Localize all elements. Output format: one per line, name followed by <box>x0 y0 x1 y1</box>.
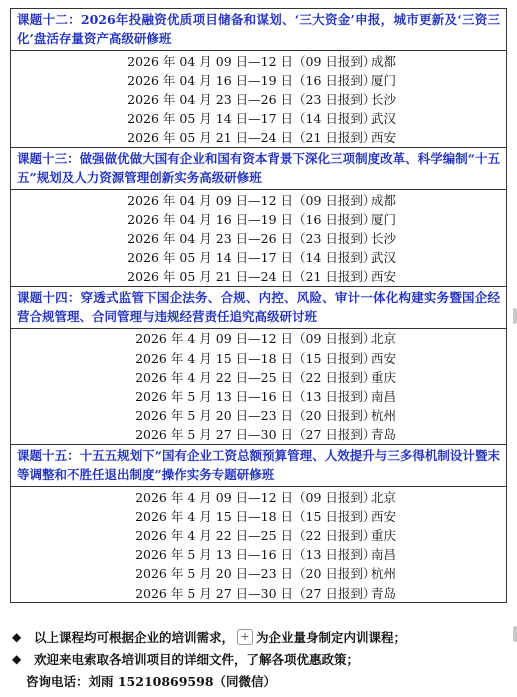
session-city: 南昌 <box>371 547 397 563</box>
session-city: 成都 <box>371 53 397 69</box>
session-date: 2026 年 5 月 13 日—16 日 <box>135 389 293 405</box>
session-row <box>11 406 506 425</box>
contact-line: 咨询电话：刘雨 15210869598（同微信） <box>26 674 277 689</box>
session-city: 武汉 <box>371 111 397 127</box>
session-date: 2026 年 04 月 09 日—12 日 <box>127 53 293 69</box>
add-button[interactable]: + <box>237 629 253 645</box>
session-date: 2026 年 5 月 27 日—30 日 <box>135 427 293 443</box>
session-city: 杭州 <box>371 566 397 582</box>
session-report: （09 日报到） <box>293 489 376 505</box>
session-row <box>11 109 506 128</box>
session-city: 长沙 <box>371 91 397 107</box>
session-row <box>11 267 506 286</box>
session-report: （20 日报到） <box>293 408 376 424</box>
course-block <box>10 286 507 444</box>
session-row <box>11 89 506 108</box>
session-report: （23 日报到） <box>293 230 376 246</box>
session-row <box>11 190 506 209</box>
note-contact-request <box>12 648 507 670</box>
scroll-handle[interactable] <box>513 626 517 642</box>
session-report: （14 日报到） <box>293 250 376 266</box>
session-city: 重庆 <box>371 369 397 385</box>
session-city: 西安 <box>371 350 397 366</box>
course-block <box>10 8 507 147</box>
session-report: （20 日报到） <box>293 566 376 582</box>
note-text-1a: 以上课程均可根据企业的培训需求， <box>34 630 235 645</box>
session-report: （09 日报到） <box>293 53 376 69</box>
diamond-bullet-icon: ◆ <box>12 630 22 644</box>
session-city: 南昌 <box>371 389 397 405</box>
session-date: 2026 年 04 月 16 日—19 日 <box>127 72 293 88</box>
session-report: （27 日报到） <box>293 585 376 601</box>
session-city: 厦门 <box>371 72 397 88</box>
session-report: （13 日报到） <box>293 389 376 405</box>
session-city: 重庆 <box>371 527 397 543</box>
session-report: （16 日报到） <box>293 211 376 227</box>
session-row <box>11 248 506 267</box>
course-schedule <box>10 8 507 603</box>
session-row <box>11 487 506 506</box>
session-city: 西安 <box>371 508 397 524</box>
note-custom-training <box>12 626 507 648</box>
session-report: （27 日报到） <box>293 427 376 443</box>
session-report: （09 日报到） <box>293 331 376 347</box>
session-row <box>11 329 506 348</box>
session-date: 2026 年 5 月 20 日—23 日 <box>135 408 293 424</box>
course-title: 课题十二：2026年投融资优质项目储备和谋划、‘三大资金’申报，城市更新及‘三资三化’盘活存量资产高级研修班 <box>11 9 506 51</box>
session-city: 北京 <box>371 489 397 505</box>
scroll-handle[interactable] <box>513 308 517 324</box>
session-row <box>11 545 506 564</box>
session-date: 2026 年 05 月 21 日—24 日 <box>127 130 293 146</box>
session-report: （16 日报到） <box>293 72 376 88</box>
session-date: 2026 年 04 月 16 日—19 日 <box>127 211 293 227</box>
course-block <box>10 147 507 286</box>
session-date: 2026 年 04 月 23 日—26 日 <box>127 91 293 107</box>
session-report: （15 日报到） <box>293 350 376 366</box>
session-report: （15 日报到） <box>293 508 376 524</box>
session-date: 2026 年 4 月 09 日—12 日 <box>135 331 293 347</box>
session-date: 2026 年 05 月 14 日—17 日 <box>127 250 293 266</box>
session-date: 2026 年 5 月 13 日—16 日 <box>135 547 293 563</box>
session-city: 长沙 <box>371 230 397 246</box>
session-date: 2026 年 05 月 21 日—24 日 <box>127 269 293 285</box>
session-city: 西安 <box>371 130 397 146</box>
session-row <box>11 70 506 89</box>
session-row <box>11 506 506 525</box>
session-city: 北京 <box>371 331 397 347</box>
session-row <box>11 386 506 405</box>
session-date: 2026 年 04 月 09 日—12 日 <box>127 192 293 208</box>
session-report: （22 日报到） <box>293 369 376 385</box>
session-city: 青岛 <box>371 585 397 601</box>
session-date: 2026 年 5 月 27 日—30 日 <box>135 585 293 601</box>
session-report: （22 日报到） <box>293 527 376 543</box>
session-city: 武汉 <box>371 250 397 266</box>
session-date: 2026 年 4 月 09 日—12 日 <box>135 489 293 505</box>
session-report: （13 日报到） <box>293 547 376 563</box>
session-report: （14 日报到） <box>293 111 376 127</box>
session-date: 2026 年 4 月 22 日—25 日 <box>135 527 293 543</box>
course-block <box>10 444 507 603</box>
session-date: 2026 年 04 月 23 日—26 日 <box>127 230 293 246</box>
course-title: 课题十四：穿透式监管下国企法务、合规、内控、风险、审计一体化构建实务暨国企经营合规管理、合同管理与违规经营责任追究高级研讨班 <box>11 287 506 329</box>
session-row <box>11 51 506 70</box>
course-title: 课题十三：做强做优做大国有企业和国有资本背景下深化三项制度改革、科学编制“十五五”规划及人力资源管理创新实务高级研修班 <box>11 148 506 190</box>
session-row <box>11 228 506 247</box>
note-text-1b: 为企业量身制定内训课程； <box>256 630 407 645</box>
session-city: 青岛 <box>371 427 397 443</box>
session-report: （23 日报到） <box>293 91 376 107</box>
session-row <box>11 425 506 444</box>
session-row <box>11 348 506 367</box>
session-report: （21 日报到） <box>293 269 376 285</box>
session-report: （21 日报到） <box>293 130 376 146</box>
session-date: 2026 年 4 月 15 日—18 日 <box>135 508 293 524</box>
session-city: 厦门 <box>371 211 397 227</box>
session-date: 2026 年 4 月 15 日—18 日 <box>135 350 293 366</box>
course-title: 课题十五：十五五规划下“国有企业工资总额预算管理、人效提升与三多得机制设计暨末等调整和不胜任退出制度”操作实务专题研修班 <box>11 445 506 487</box>
session-row <box>11 583 506 602</box>
session-row <box>11 525 506 544</box>
session-row <box>11 128 506 147</box>
session-date: 2026 年 5 月 20 日—23 日 <box>135 566 293 582</box>
session-row <box>11 564 506 583</box>
note-text-2: 欢迎来电索取各培训项目的详细文件，了解各项优惠政策； <box>34 652 360 667</box>
session-row <box>11 209 506 228</box>
session-city: 成都 <box>371 192 397 208</box>
session-date: 2026 年 05 月 14 日—17 日 <box>127 111 293 127</box>
session-report: （09 日报到） <box>293 192 376 208</box>
notes-section <box>12 626 507 692</box>
diamond-bullet-icon: ◆ <box>12 652 22 666</box>
session-city: 西安 <box>371 269 397 285</box>
session-row <box>11 367 506 386</box>
session-city: 杭州 <box>371 408 397 424</box>
session-date: 2026 年 4 月 22 日—25 日 <box>135 369 293 385</box>
